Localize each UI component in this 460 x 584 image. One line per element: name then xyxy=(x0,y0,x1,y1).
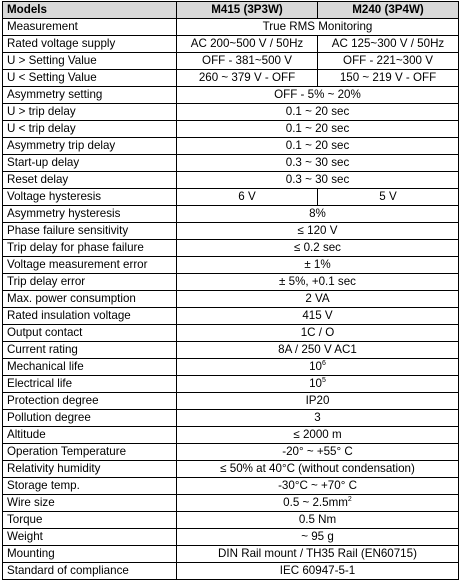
row-label: Torque xyxy=(3,512,177,529)
row-value xyxy=(177,376,459,393)
row-value-model-b: AC 125~300 V / 50Hz xyxy=(318,36,459,53)
row-value-superscript: 5 xyxy=(322,377,326,384)
row-value-superscript: 6 xyxy=(322,360,326,367)
row-value-model-a: AC 200~500 V / 50Hz xyxy=(177,36,318,53)
row-value-text: OFF - 5% ~ 20% xyxy=(274,88,361,101)
row-value-text: ± 5%, +0.1 sec xyxy=(279,275,356,288)
row-value-text: 1C / O xyxy=(300,326,335,339)
row-value-text: ≤ 2000 m xyxy=(293,428,342,441)
table-row xyxy=(3,172,459,189)
row-value-text: IP20 xyxy=(305,394,330,407)
row-value xyxy=(177,563,459,580)
row-label: Standard of compliance xyxy=(3,563,177,580)
row-value-text: -30°C ~ +70° C xyxy=(278,479,357,492)
row-value xyxy=(177,461,459,478)
row-value-text: IEC 60947-5-1 xyxy=(279,564,356,577)
table-row xyxy=(3,104,459,121)
row-label: Rated insulation voltage xyxy=(3,308,177,325)
row-value-text: -20° ~ +55° C xyxy=(282,445,353,458)
table-row xyxy=(3,70,459,87)
table-row xyxy=(3,223,459,240)
row-value xyxy=(177,138,459,155)
spec-table xyxy=(2,1,459,580)
row-value xyxy=(177,172,459,189)
row-label: Electrical life xyxy=(3,376,177,393)
row-value-text: ≤ 50% at 40°C (without condensation) xyxy=(220,462,415,475)
row-label: Max. power consumption xyxy=(3,291,177,308)
row-label: Current rating xyxy=(3,342,177,359)
row-label: Trip delay for phase failure xyxy=(3,240,177,257)
row-value xyxy=(177,257,459,274)
row-value xyxy=(177,87,459,104)
row-label: Operation Temperature xyxy=(3,444,177,461)
header-models-label: Models xyxy=(3,2,177,19)
table-row xyxy=(3,529,459,546)
table-row xyxy=(3,410,459,427)
row-value-text: ≤ 120 V xyxy=(297,224,338,237)
header-row xyxy=(3,2,459,19)
row-value-text: DIN Rail mount / TH35 Rail (EN60715) xyxy=(218,547,417,560)
table-row xyxy=(3,546,459,563)
row-label: Pollution degree xyxy=(3,410,177,427)
row-value xyxy=(177,546,459,563)
table-row xyxy=(3,206,459,223)
row-value xyxy=(177,342,459,359)
row-label: Voltage measurement error xyxy=(3,257,177,274)
table-row xyxy=(3,138,459,155)
row-value-text: 8% xyxy=(309,207,326,220)
row-label: Phase failure sensitivity xyxy=(3,223,177,240)
row-value-model-b: OFF - 221~300 V xyxy=(318,53,459,70)
row-value-text: 3 xyxy=(314,411,321,424)
row-value xyxy=(177,223,459,240)
row-value-text: 8A / 250 V AC1 xyxy=(278,343,357,356)
row-value xyxy=(177,495,459,512)
row-value xyxy=(177,121,459,138)
row-value-text: 0.1 ~ 20 sec xyxy=(285,122,350,135)
row-value-text: True RMS Monitoring xyxy=(262,20,373,33)
row-value xyxy=(177,427,459,444)
row-label: Storage temp. xyxy=(3,478,177,495)
table-row xyxy=(3,19,459,36)
row-value xyxy=(177,19,459,36)
table-row xyxy=(3,53,459,70)
spec-table-container xyxy=(2,1,458,580)
row-value xyxy=(177,325,459,342)
row-label: U < Setting Value xyxy=(3,70,177,87)
table-row xyxy=(3,444,459,461)
row-label: Voltage hysteresis xyxy=(3,189,177,206)
row-value-model-a: OFF - 381~500 V xyxy=(177,53,318,70)
row-value-superscript: 2 xyxy=(347,496,352,503)
row-value xyxy=(177,206,459,223)
table-row xyxy=(3,240,459,257)
row-value-model-b: 150 ~ 219 V - OFF xyxy=(318,70,459,87)
row-value xyxy=(177,529,459,546)
row-label: Start-up delay xyxy=(3,155,177,172)
table-row xyxy=(3,512,459,529)
row-value-text: 10 xyxy=(309,360,322,373)
row-value-text: 0.1 ~ 20 sec xyxy=(285,105,350,118)
table-row xyxy=(3,189,459,206)
row-label: U > trip delay xyxy=(3,104,177,121)
row-label: Protection degree xyxy=(3,393,177,410)
row-label: Relativity humidity xyxy=(3,461,177,478)
table-row xyxy=(3,461,459,478)
table-row xyxy=(3,87,459,104)
table-row xyxy=(3,36,459,53)
row-value-model-b: 5 V xyxy=(318,189,459,206)
row-value-text: 0.1 ~ 20 sec xyxy=(285,139,350,152)
row-value-text: 10 xyxy=(309,377,322,390)
table-row xyxy=(3,495,459,512)
row-label: U < trip delay xyxy=(3,121,177,138)
row-value-text: ≤ 0.2 sec xyxy=(294,241,341,254)
table-row xyxy=(3,342,459,359)
table-row xyxy=(3,274,459,291)
row-label: Asymmetry trip delay xyxy=(3,138,177,155)
table-row xyxy=(3,121,459,138)
row-value xyxy=(177,274,459,291)
row-value-text: 0.3 ~ 30 sec xyxy=(285,156,350,169)
row-label: Wire size xyxy=(3,495,177,512)
row-label: Mounting xyxy=(3,546,177,563)
row-value-text: 0.5 ~ 2.5mm xyxy=(283,496,348,509)
row-value xyxy=(177,240,459,257)
table-row xyxy=(3,376,459,393)
row-value xyxy=(177,291,459,308)
row-label: Output contact xyxy=(3,325,177,342)
row-label: Trip delay error xyxy=(3,274,177,291)
row-label: Asymmetry setting xyxy=(3,87,177,104)
row-label: Weight xyxy=(3,529,177,546)
table-row xyxy=(3,257,459,274)
row-value-text: ~ 95 g xyxy=(301,530,334,543)
row-value-text: ± 1% xyxy=(304,258,331,271)
row-value-text: 0.3 ~ 30 sec xyxy=(285,173,350,186)
row-value-text: 2 VA xyxy=(305,292,330,305)
row-value-model-a: 260 ~ 379 V - OFF xyxy=(177,70,318,87)
row-value xyxy=(177,104,459,121)
row-label: Reset delay xyxy=(3,172,177,189)
row-label: U > Setting Value xyxy=(3,53,177,70)
row-value xyxy=(177,359,459,376)
table-row xyxy=(3,155,459,172)
header-model-a: M415 (3P3W) xyxy=(177,2,318,19)
row-label: Asymmetry hysteresis xyxy=(3,206,177,223)
row-value-text: 0.5 Nm xyxy=(298,513,337,526)
table-row xyxy=(3,359,459,376)
row-value xyxy=(177,478,459,495)
row-label: Rated voltage supply xyxy=(3,36,177,53)
row-label: Altitude xyxy=(3,427,177,444)
spec-table-body xyxy=(3,2,459,580)
table-row xyxy=(3,308,459,325)
table-row xyxy=(3,478,459,495)
table-row xyxy=(3,325,459,342)
table-row xyxy=(3,563,459,580)
header-model-b: M240 (3P4W) xyxy=(318,2,459,19)
row-label: Mechanical life xyxy=(3,359,177,376)
table-row xyxy=(3,393,459,410)
row-value xyxy=(177,410,459,427)
row-value xyxy=(177,155,459,172)
row-value xyxy=(177,308,459,325)
row-value xyxy=(177,393,459,410)
row-value xyxy=(177,512,459,529)
row-label: Measurement xyxy=(3,19,177,36)
row-value-text: 415 V xyxy=(302,309,333,322)
row-value xyxy=(177,444,459,461)
table-row xyxy=(3,291,459,308)
row-value-model-a: 6 V xyxy=(177,189,318,206)
table-row xyxy=(3,427,459,444)
